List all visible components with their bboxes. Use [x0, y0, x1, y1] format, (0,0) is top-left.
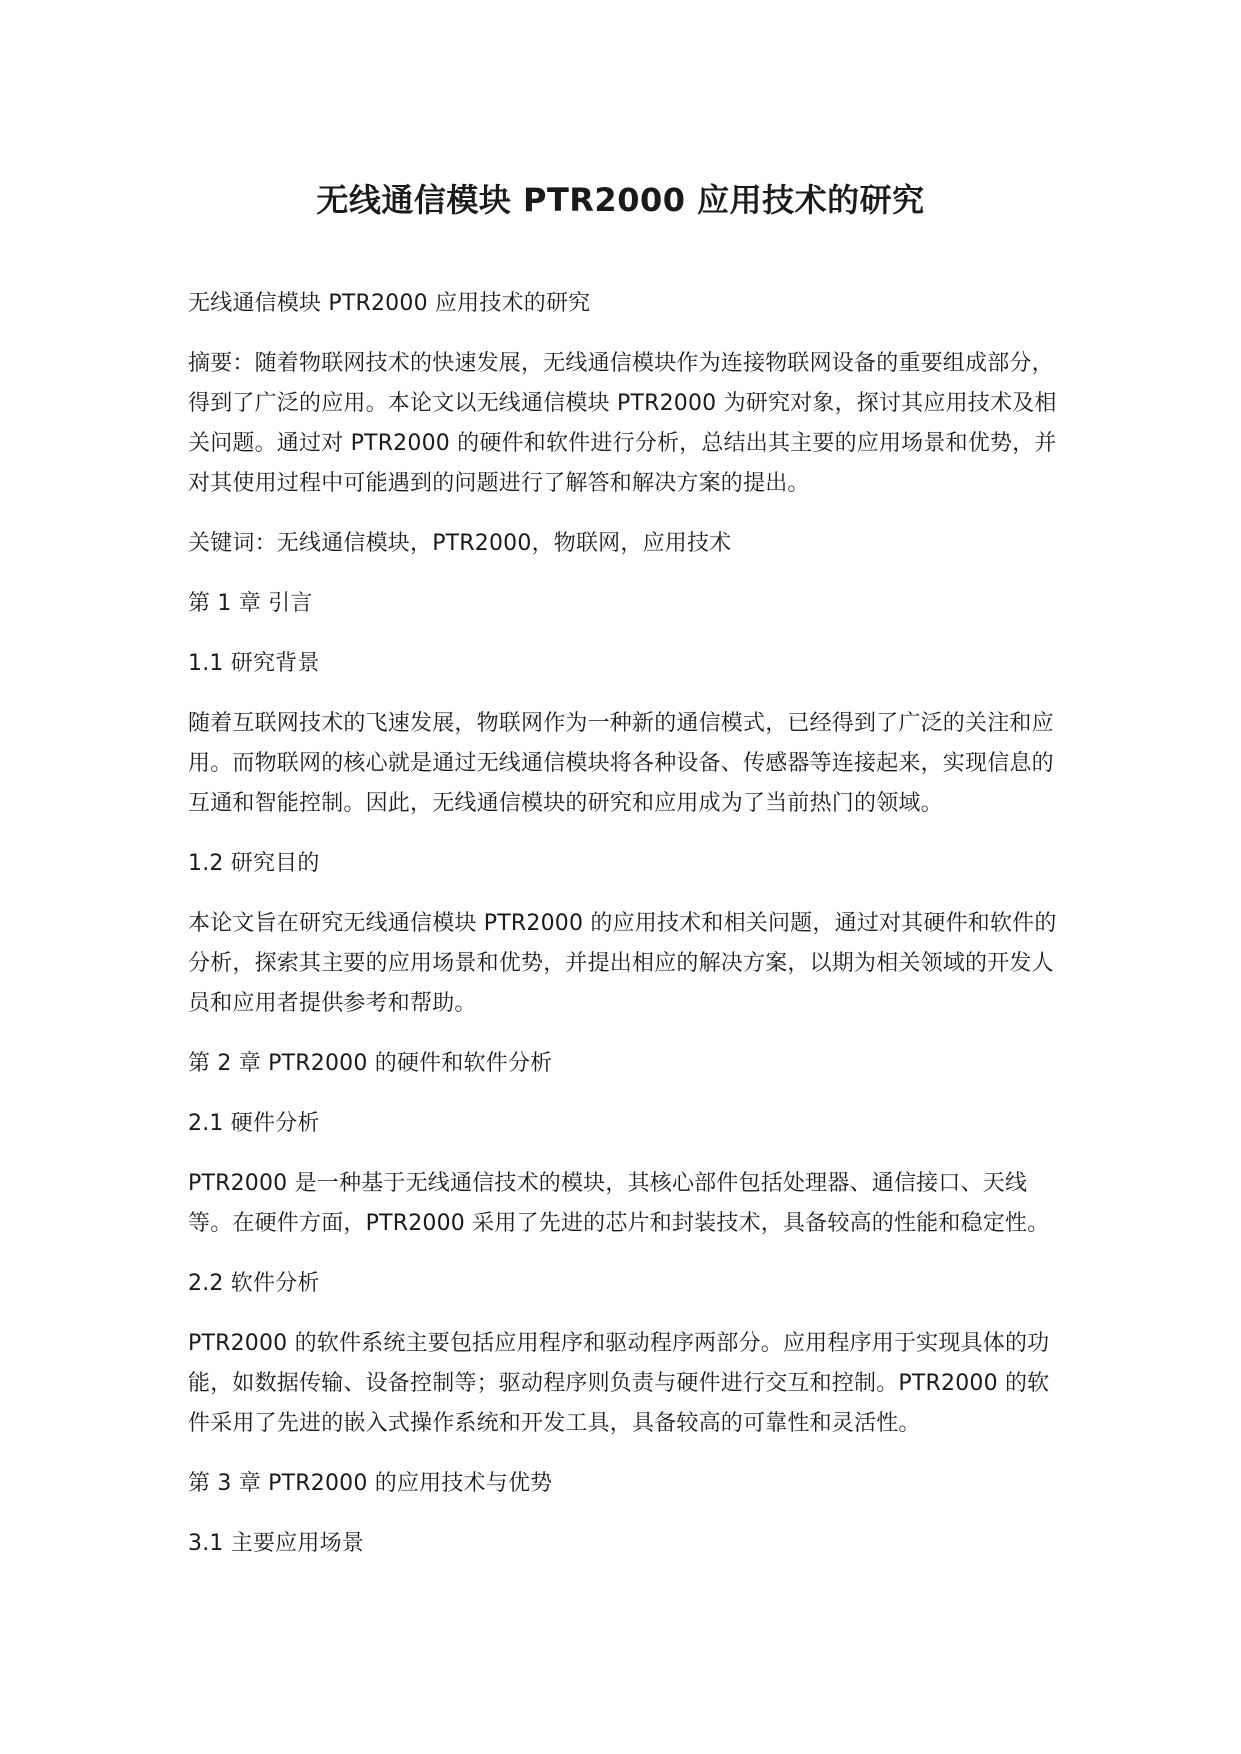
document-title: 无线通信模块 PTR2000 应用技术的研究: [316, 181, 925, 219]
chapter-3-heading: 第 3 章 PTR2000 的应用技术与优势: [188, 1471, 553, 1496]
section-2-1-paragraph: PTR2000 是一种基于无线通信技术的模块，其核心部件包括处理器、通信接口、天线等。在硬件方面，PTR2000 采用了先进的芯片和封装技术，具备较高的性能和稳定性。: [188, 1171, 1050, 1236]
document-body: [188, 284, 1068, 1584]
keywords-line: 关键词：无线通信模块，PTR2000，物联网，应用技术: [188, 531, 732, 556]
section-2-2-heading: 2.2 软件分析: [188, 1271, 320, 1296]
section-3-1-heading: 3.1 主要应用场景: [188, 1531, 364, 1556]
document-subtitle: 无线通信模块 PTR2000 应用技术的研究: [188, 291, 591, 316]
section-2-2-paragraph: PTR2000 的软件系统主要包括应用程序和驱动程序两部分。应用程序用于实现具体的功能，如数据传输、设备控制等；驱动程序则负责与硬件进行交互和控制。PTR2000 的软件采用了先进的嵌入式操作系统和开发工具，具备较高的可靠性和灵活性。: [188, 1331, 1050, 1436]
section-1-1-heading: 1.1 研究背景: [188, 651, 320, 676]
abstract-paragraph: 摘要：随着物联网技术的快速发展，无线通信模块作为连接物联网设备的重要组成部分，得到了广泛的应用。本论文以无线通信模块 PTR2000 为研究对象，探讨其应用技术及相关问题。通过对 PTR2000 的硬件和软件进行分析，总结出其主要的应用场景和优势，并对其使用过程中可能遇到的问题进行了解答和解决方案的提出。: [188, 351, 1057, 496]
section-1-1-paragraph: 随着互联网技术的飞速发展，物联网作为一种新的通信模式，已经得到了广泛的关注和应用。而物联网的核心就是通过无线通信模块将各种设备、传感器等连接起来，实现信息的互通和智能控制。因此，无线通信模块的研究和应用成为了当前热门的领域。: [188, 711, 1054, 816]
section-1-2-paragraph: 本论文旨在研究无线通信模块 PTR2000 的应用技术和相关问题，通过对其硬件和软件的分析，探索其主要的应用场景和优势，并提出相应的解决方案，以期为相关领域的开发人员和应用者提供参考和帮助。: [188, 911, 1057, 1016]
chapter-2-heading: 第 2 章 PTR2000 的硬件和软件分析: [188, 1051, 553, 1076]
section-1-2-heading: 1.2 研究目的: [188, 851, 320, 876]
section-2-1-heading: 2.1 硬件分析: [188, 1111, 320, 1136]
chapter-1-heading: 第 1 章 引言: [188, 591, 313, 616]
